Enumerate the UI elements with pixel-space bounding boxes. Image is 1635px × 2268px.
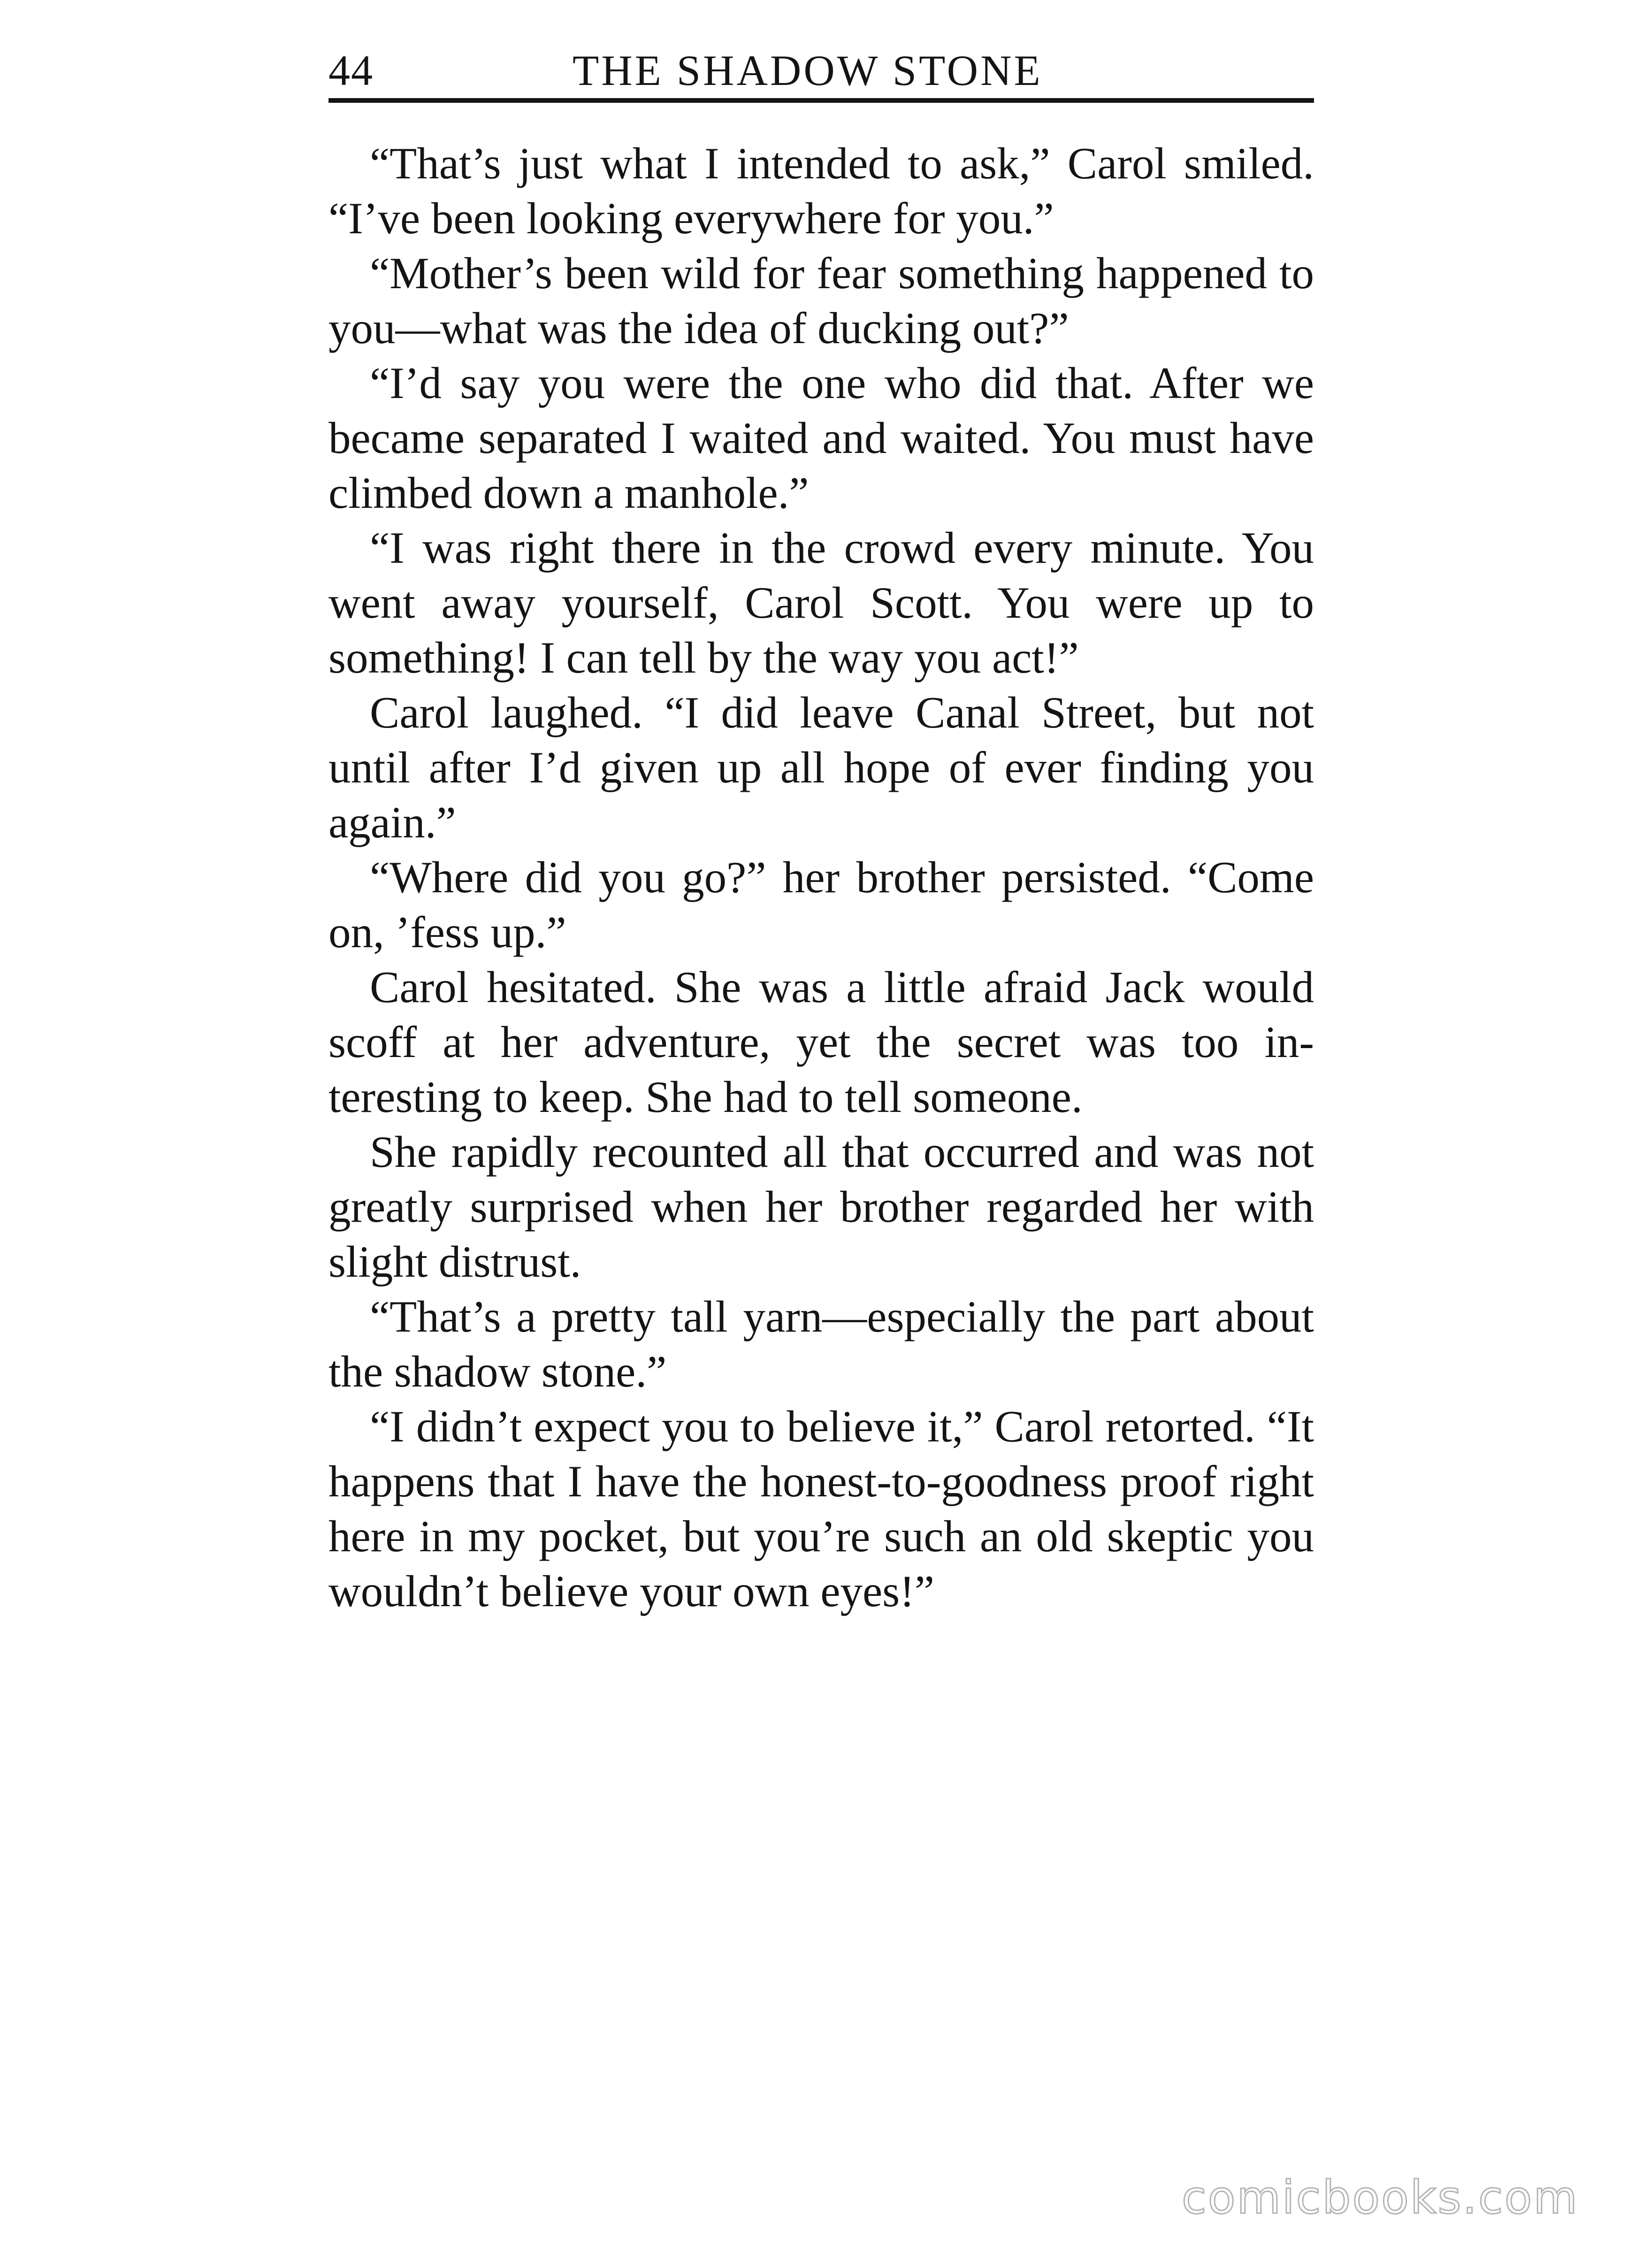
paragraph: “Where did you go?” her brother persisted. “Come on, ’fess up.” xyxy=(329,852,1314,957)
body-text xyxy=(329,136,1314,1619)
paragraph: “That’s a pretty tall yarn—especially the part about the shadow stone.” xyxy=(329,1292,1314,1396)
header-rule xyxy=(329,98,1314,103)
paragraph: “I didn’t expect you to believe it,” Carol retorted. “It happens that I have the honest-to-goodness proof right here in my pocket, but you’re such an old skeptic you wouldn’t believe your own eyes!” xyxy=(329,1402,1314,1616)
paragraph: “I was right there in the crowd every minute. You went away yourself, Carol Scott. You were up to something! I can tell by the way you act!” xyxy=(329,523,1314,682)
watermark: comicbooks.com xyxy=(1181,2171,1579,2224)
paragraph: “I’d say you were the one who did that. After we became separated I waited and waited. You must have climbed down a manhole.” xyxy=(329,358,1314,518)
paragraph: “That’s just what I intended to ask,” Carol smiled. “I’ve been looking everywhere for you.” xyxy=(329,138,1314,243)
paragraph: She rapidly recounted all that occurred and was not greatly surprised when her brother regarded her with slight distrust. xyxy=(329,1127,1314,1287)
paragraph: “Mother’s been wild for fear something happened to you—what was the idea of ducking out?” xyxy=(329,248,1314,353)
paragraph: Carol hesitated. She was a little afraid Jack would scoff at her adventure, yet the secret was too in-teresting to keep. She had to tell someone. xyxy=(329,962,1314,1122)
running-head xyxy=(329,45,1314,110)
paragraph: Carol laughed. “I did leave Canal Street, but not until after I’d given up all hope of ever finding you again.” xyxy=(329,688,1314,847)
running-title: THE SHADOW STONE xyxy=(573,46,1043,94)
page-number: 44 xyxy=(329,46,374,94)
